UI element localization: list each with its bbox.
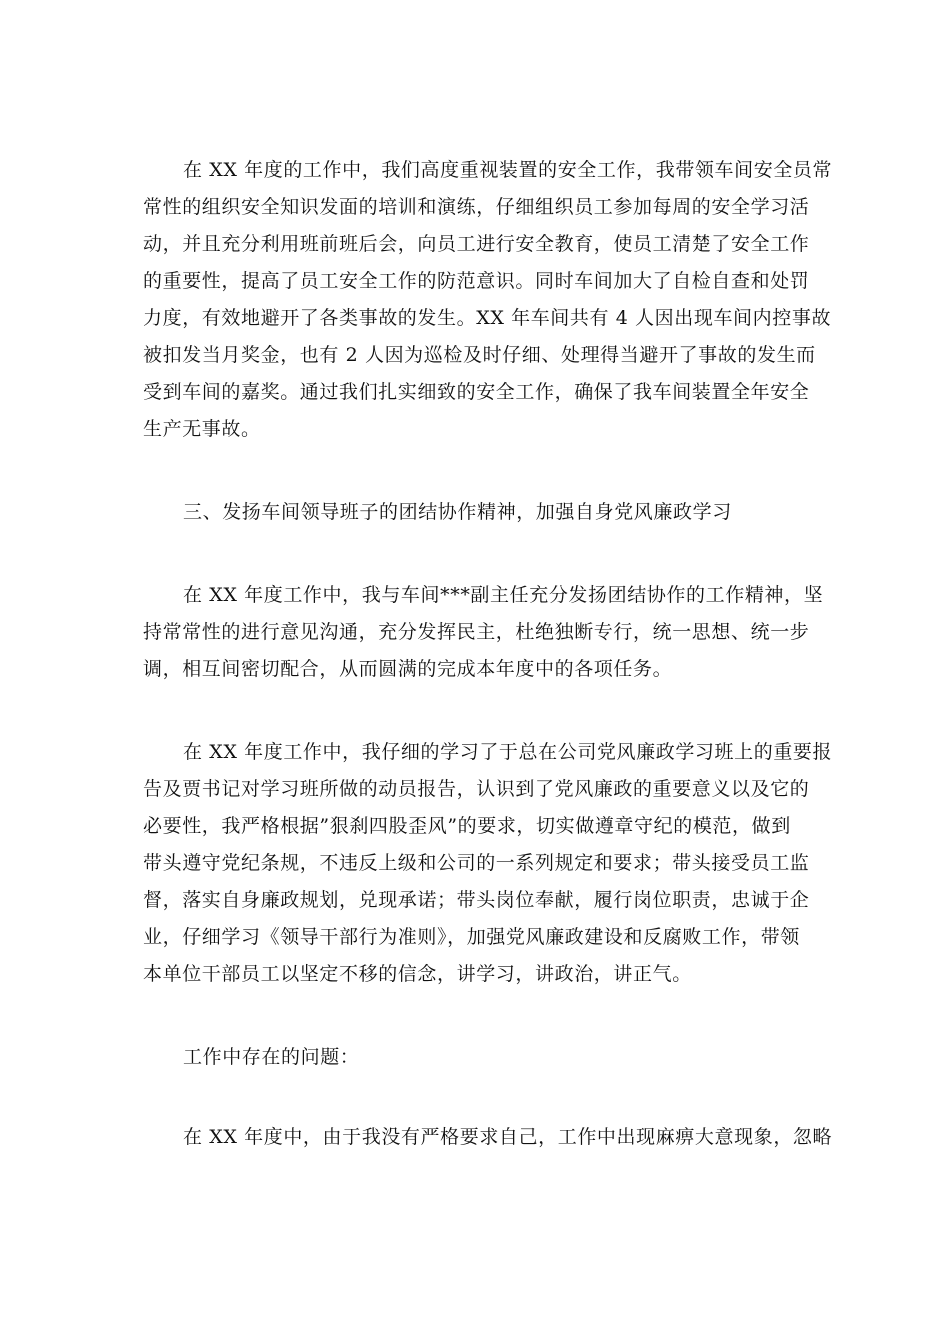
paragraph-safety-work [143,152,833,448]
paragraph-spacer [143,448,808,494]
text-line: 督，落实自身廉政规划，兑现承诺；带头岗位奉献，履行岗位职责，忠诚于企 [143,889,810,911]
text-line: 生产无事故。 [143,418,261,440]
text-line: 带头遵守党纪条规，不违反上级和公司的一系列规定和要求；带头接受员工监 [143,852,810,874]
section-heading: 三、发扬车间领导班子的团结协作精神，加强自身党风廉政学习 [183,501,732,523]
paragraph-spacer [143,688,808,734]
paragraph-spacer [143,993,808,1039]
text-line: 动，并且充分利用班前班后会，向员工进行安全教育，使员工清楚了安全工作 [143,233,810,255]
text-line: 业，仔细学习《领导干部行为准则》，加强党风廉政建设和反腐败工作，带领 [143,926,800,948]
text-line: 调，相互间密切配合，从而圆满的完成本年度中的各项任务。 [143,658,673,680]
text-line: 必要性，我严格根据”狠刹四股歪风”的要求，切实做遵章守纪的模范，做到 [143,815,791,837]
text-line: 被扣发当月奖金，也有 2 人因为巡检及时仔细、处理得当避开了事故的发生而 [143,344,816,366]
paragraph-integrity-study [143,734,833,993]
text-line: 在 XX 年度工作中，我仔细的学习了于总在公司党风廉政学习班上的重要报 [183,741,833,763]
text-line: 的重要性，提高了员工安全工作的防范意识。同时车间加大了自检自查和处罚 [143,270,810,292]
section-heading: 工作中存在的问题： [183,1046,360,1068]
paragraph-teamwork [143,577,824,688]
text-line: 本单位干部员工以坚定不移的信念，讲学习，讲政治，讲正气。 [143,963,692,985]
text-line: 在 XX 年度中，由于我没有严格要求自己，工作中出现麻痹大意现象，忽略 [183,1126,833,1148]
text-line: 持常常性的进行意见沟通，充分发挥民主，杜绝独断专行，统一思想、统一步 [143,621,810,643]
paragraph-problems [143,1119,833,1156]
section-heading-problems [143,1039,808,1076]
text-line: 受到车间的嘉奖。通过我们扎实细致的安全工作，确保了我车间装置全年安全 [143,381,810,403]
paragraph-spacer [143,531,808,577]
text-line: 在 XX 年度工作中，我与车间***副主任充分发扬团结协作的工作精神，坚 [183,584,824,606]
text-line: 常性的组织安全知识发面的培训和演练，仔细组织员工参加每周的安全学习活 [143,196,810,218]
document-page [143,152,833,1156]
text-line: 力度，有效地避开了各类事故的发生。XX 年车间共有 4 人因出现车间内控事故 [143,307,832,329]
text-line: 告及贾书记对学习班所做的动员报告，认识到了党风廉政的重要意义以及它的 [143,778,810,800]
section-heading-three [143,494,808,531]
text-line: 在 XX 年度的工作中，我们高度重视装置的安全工作，我带领车间安全员常 [183,159,833,181]
paragraph-spacer [143,1076,808,1119]
